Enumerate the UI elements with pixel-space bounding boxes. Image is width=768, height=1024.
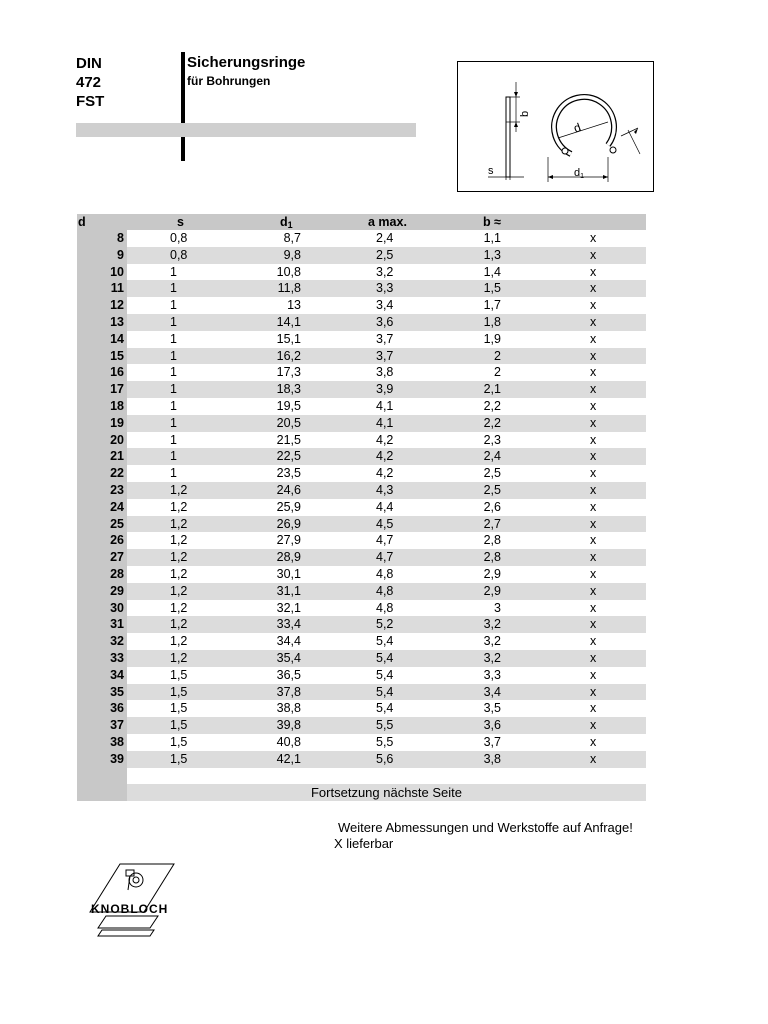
- cell-d1: 20,5: [276, 415, 301, 430]
- cell-availability: x: [590, 314, 597, 329]
- col-header-b: b ≈: [483, 215, 501, 229]
- cell-s: 1,2: [170, 583, 188, 598]
- cell-a-max: 2,4: [376, 231, 394, 245]
- cell-availability: x: [590, 550, 597, 565]
- cell-d1: 35,4: [276, 650, 301, 665]
- cell-s: 1: [170, 449, 177, 464]
- cell-s: 1,2: [170, 600, 188, 615]
- cell-availability: x: [590, 566, 597, 581]
- table-row: [77, 482, 646, 499]
- page-subtitle: für Bohrungen: [187, 74, 271, 88]
- cell-d: 9: [77, 247, 127, 264]
- cell-availability: x: [590, 634, 597, 649]
- col-header-a-max: a max.: [368, 215, 407, 229]
- retaining-ring-drawing: [458, 62, 653, 191]
- availability-note: Weitere Abmessungen und Werkstoffe auf Anfrage!: [338, 820, 633, 835]
- cell-b: 1,4: [483, 264, 501, 279]
- cell-d1: 18,3: [276, 382, 301, 397]
- cell-d: 30: [77, 600, 127, 617]
- cell-d1: 37,8: [276, 684, 301, 699]
- cell-s: 1,5: [170, 667, 188, 682]
- table-header-row: [77, 214, 646, 230]
- cell-a-max: 4,2: [376, 449, 394, 464]
- cell-d1: 32,1: [276, 600, 301, 615]
- cell-s: 1: [170, 365, 177, 380]
- cell-d: 29: [77, 583, 127, 600]
- logo-wordmark: KNOBLOCH: [91, 902, 169, 916]
- table-row: [77, 684, 646, 701]
- cell-d: 11: [77, 280, 127, 297]
- dimensions-table: [77, 214, 646, 768]
- cell-s: 1,5: [170, 718, 188, 733]
- label-d: d: [571, 120, 583, 136]
- table-side-column: [77, 768, 127, 801]
- table-row: [77, 566, 646, 583]
- cell-d1: 36,5: [276, 667, 301, 682]
- cell-a-max: 3,3: [376, 281, 394, 296]
- cell-s: 1: [170, 398, 177, 413]
- cell-availability: x: [590, 600, 597, 615]
- page-title: Sicherungsringe: [187, 54, 306, 71]
- table-row: [77, 549, 646, 566]
- cell-b: 3,6: [483, 718, 501, 733]
- table-row: [77, 381, 646, 398]
- table-row: [77, 516, 646, 533]
- cell-availability: x: [590, 432, 597, 447]
- cell-b: 2,5: [483, 466, 501, 481]
- cell-d: 35: [77, 684, 127, 701]
- cell-b: 3: [494, 600, 501, 615]
- cell-availability: x: [590, 466, 597, 481]
- cell-d1: 10,8: [276, 264, 301, 279]
- cell-a-max: 4,3: [376, 482, 394, 497]
- cell-availability: x: [590, 281, 597, 296]
- cell-d1: 28,9: [276, 550, 301, 565]
- cell-d: 32: [77, 633, 127, 650]
- cell-s: 1,2: [170, 499, 188, 514]
- cell-d: 24: [77, 499, 127, 516]
- cell-s: 1,2: [170, 634, 188, 649]
- cell-s: 1,2: [170, 516, 188, 531]
- cell-b: 1,5: [483, 281, 501, 296]
- cell-d: 20: [77, 432, 127, 449]
- table-row: [77, 264, 646, 281]
- cell-b: 1,7: [483, 298, 501, 313]
- cell-availability: x: [590, 701, 597, 716]
- cell-d1: 8,7: [283, 231, 301, 245]
- table-row: [77, 499, 646, 516]
- cell-a-max: 5,6: [376, 751, 394, 766]
- cell-b: 1,9: [483, 331, 501, 346]
- cell-a-max: 5,4: [376, 684, 394, 699]
- table-row: [77, 650, 646, 667]
- cell-availability: x: [590, 365, 597, 380]
- cell-a-max: 3,6: [376, 314, 394, 329]
- header-gray-bar: [76, 123, 416, 137]
- cell-d: 13: [77, 314, 127, 331]
- cell-d1: 16,2: [276, 348, 301, 363]
- cell-b: 1,1: [483, 231, 501, 245]
- cell-availability: x: [590, 382, 597, 397]
- cell-s: 0,8: [170, 247, 188, 262]
- cell-d: 36: [77, 700, 127, 717]
- cell-s: 1,2: [170, 550, 188, 565]
- cell-b: 2,2: [483, 398, 501, 413]
- cell-d1: 34,4: [276, 634, 301, 649]
- cell-a-max: 3,9: [376, 382, 394, 397]
- cell-a-max: 4,7: [376, 550, 394, 565]
- cell-availability: x: [590, 298, 597, 313]
- cell-d: 37: [77, 717, 127, 734]
- table-row: [77, 616, 646, 633]
- cell-b: 3,5: [483, 701, 501, 716]
- col-header-s: s: [177, 215, 184, 229]
- cell-b: 3,7: [483, 734, 501, 749]
- cell-a-max: 3,7: [376, 331, 394, 346]
- cell-availability: x: [590, 751, 597, 766]
- standard-number: [76, 54, 104, 111]
- cell-s: 1,5: [170, 734, 188, 749]
- cell-b: 2: [494, 365, 501, 380]
- cell-b: 2,5: [483, 482, 501, 497]
- cell-availability: x: [590, 482, 597, 497]
- cell-b: 2,3: [483, 432, 501, 447]
- cell-b: 3,4: [483, 684, 501, 699]
- table-row: [77, 415, 646, 432]
- table-row: [77, 700, 646, 717]
- table-row: [77, 448, 646, 465]
- cell-a-max: 5,2: [376, 617, 394, 632]
- cell-a-max: 3,4: [376, 298, 394, 313]
- cell-availability: x: [590, 331, 597, 346]
- cell-b: 2,7: [483, 516, 501, 531]
- cell-a-max: 4,2: [376, 432, 394, 447]
- cell-s: 1: [170, 382, 177, 397]
- cell-d: 31: [77, 616, 127, 633]
- table-row: [77, 583, 646, 600]
- cell-b: 2,4: [483, 449, 501, 464]
- cell-b: 2,9: [483, 566, 501, 581]
- cell-availability: x: [590, 650, 597, 665]
- cell-a-max: 3,8: [376, 365, 394, 380]
- standard-line-2: 472: [76, 74, 102, 91]
- cell-d1: 42,1: [276, 751, 301, 766]
- cell-s: 1: [170, 281, 177, 296]
- table-row: [77, 314, 646, 331]
- cell-availability: x: [590, 449, 597, 464]
- cell-s: 1: [170, 298, 177, 313]
- cell-d: 26: [77, 532, 127, 549]
- cell-s: 1: [170, 331, 177, 346]
- cell-d1: 27,9: [276, 533, 301, 548]
- cell-d: 27: [77, 549, 127, 566]
- cell-s: 1,2: [170, 617, 188, 632]
- table-spacer-row: [127, 768, 646, 784]
- cell-s: 1,2: [170, 650, 188, 665]
- cell-a-max: 4,4: [376, 499, 394, 514]
- cell-d1: 17,3: [276, 365, 301, 380]
- cell-d1: 14,1: [276, 314, 301, 329]
- cell-d: 34: [77, 667, 127, 684]
- knobloch-logo-icon: [88, 860, 178, 940]
- table-row: [77, 432, 646, 449]
- cell-d1: 30,1: [276, 566, 301, 581]
- cell-availability: x: [590, 398, 597, 413]
- cell-b: 3,2: [483, 617, 501, 632]
- cell-b: 2: [494, 348, 501, 363]
- cell-d: 28: [77, 566, 127, 583]
- cell-s: 1,2: [170, 533, 188, 548]
- table-row: [77, 667, 646, 684]
- table-row: [77, 717, 646, 734]
- cell-s: 1,5: [170, 684, 188, 699]
- table-row: [77, 633, 646, 650]
- cell-b: 1,3: [483, 247, 501, 262]
- cell-availability: x: [590, 533, 597, 548]
- standard-line-3: FST: [76, 93, 105, 110]
- cell-d: 17: [77, 381, 127, 398]
- cell-availability: x: [590, 583, 597, 598]
- cell-s: 1,5: [170, 701, 188, 716]
- cell-b: 3,2: [483, 650, 501, 665]
- legend-note: X lieferbar: [334, 836, 394, 851]
- cell-d1: 39,8: [276, 718, 301, 733]
- cell-a-max: 2,5: [376, 247, 394, 262]
- cell-s: 1: [170, 432, 177, 447]
- cell-d1: 38,8: [276, 701, 301, 716]
- cell-d: 15: [77, 348, 127, 365]
- cell-d1: 11,8: [277, 281, 301, 296]
- cell-availability: x: [590, 718, 597, 733]
- table-row: [77, 734, 646, 751]
- cell-d1: 25,9: [276, 499, 301, 514]
- cell-a-max: 4,2: [376, 466, 394, 481]
- cell-s: 1,2: [170, 566, 188, 581]
- cell-d1: 23,5: [276, 466, 301, 481]
- cell-b: 2,1: [483, 382, 501, 397]
- cell-b: 2,8: [483, 533, 501, 548]
- cell-b: 3,8: [483, 751, 501, 766]
- cell-a-max: 3,2: [376, 264, 394, 279]
- cell-availability: x: [590, 667, 597, 682]
- retaining-ring-diagram: [457, 61, 654, 192]
- cell-a-max: 4,5: [376, 516, 394, 531]
- table-row: [77, 247, 646, 264]
- table-row: [77, 600, 646, 617]
- cell-d: 25: [77, 516, 127, 533]
- cell-b: 3,3: [483, 667, 501, 682]
- cell-availability: x: [590, 247, 597, 262]
- cell-a-max: 4,8: [376, 600, 394, 615]
- cell-d: 38: [77, 734, 127, 751]
- table-row: [77, 280, 646, 297]
- cell-d: 33: [77, 650, 127, 667]
- cell-a-max: 5,4: [376, 650, 394, 665]
- cell-d1: 31,1: [276, 583, 301, 598]
- table-body: [77, 230, 646, 768]
- table-row: [77, 398, 646, 415]
- cell-d: 16: [77, 364, 127, 381]
- cell-d: 14: [77, 331, 127, 348]
- cell-d: 19: [77, 415, 127, 432]
- cell-a-max: 4,1: [376, 415, 394, 430]
- cell-s: 1: [170, 264, 177, 279]
- cell-availability: x: [590, 264, 597, 279]
- table-row: [77, 751, 646, 768]
- cell-a-max: 4,8: [376, 583, 394, 598]
- cell-d1: 21,5: [276, 432, 301, 447]
- cell-a-max: 5,4: [376, 667, 394, 682]
- cell-d1: 40,8: [276, 734, 301, 749]
- cell-d: 22: [77, 465, 127, 482]
- cell-d: 8: [77, 230, 127, 247]
- cell-availability: x: [590, 684, 597, 699]
- table-row: [77, 230, 646, 247]
- col-header-d: d: [77, 214, 127, 230]
- cell-d: 21: [77, 448, 127, 465]
- table-row: [77, 364, 646, 381]
- cell-b: 2,8: [483, 550, 501, 565]
- cell-availability: x: [590, 734, 597, 749]
- cell-b: 2,9: [483, 583, 501, 598]
- cell-d: 12: [77, 297, 127, 314]
- cell-b: 2,6: [483, 499, 501, 514]
- cell-availability: x: [590, 415, 597, 430]
- cell-a-max: 5,4: [376, 634, 394, 649]
- cell-s: 1,5: [170, 751, 188, 766]
- cell-b: 3,2: [483, 634, 501, 649]
- cell-d: 23: [77, 482, 127, 499]
- table-row: [77, 532, 646, 549]
- cell-a-max: 5,4: [376, 701, 394, 716]
- standard-line-1: DIN: [76, 55, 102, 72]
- header-vertical-divider: [181, 52, 185, 161]
- cell-availability: x: [590, 617, 597, 632]
- continuation-note: Fortsetzung nächste Seite: [127, 784, 646, 801]
- cell-d1: 22,5: [276, 449, 301, 464]
- label-s: s: [488, 165, 494, 177]
- cell-s: 1: [170, 415, 177, 430]
- table-row: [77, 331, 646, 348]
- cell-a-max: 4,7: [376, 533, 394, 548]
- cell-a-max: 5,5: [376, 734, 394, 749]
- label-b: b: [519, 110, 531, 117]
- table-row: [77, 348, 646, 365]
- cell-d1: 9,8: [283, 247, 301, 262]
- table-row: [77, 465, 646, 482]
- cell-a-max: 5,5: [376, 718, 394, 733]
- cell-availability: x: [590, 348, 597, 363]
- cell-availability: x: [590, 231, 597, 245]
- cell-d: 39: [77, 751, 127, 768]
- cell-s: 1,2: [170, 482, 188, 497]
- cell-d: 18: [77, 398, 127, 415]
- cell-b: 1,8: [483, 314, 501, 329]
- cell-d1: 15,1: [276, 331, 301, 346]
- cell-s: 0,8: [170, 231, 188, 245]
- cell-d: 10: [77, 264, 127, 281]
- cell-d1: 33,4: [276, 617, 301, 632]
- cell-a-max: 3,7: [376, 348, 394, 363]
- cell-s: 1: [170, 348, 177, 363]
- cell-a-max: 4,8: [376, 566, 394, 581]
- cell-d1: 26,9: [276, 516, 301, 531]
- cell-a-max: 4,1: [376, 398, 394, 413]
- table-row: [77, 297, 646, 314]
- cell-d1: 19,5: [276, 398, 301, 413]
- cell-availability: x: [590, 499, 597, 514]
- cell-availability: x: [590, 516, 597, 531]
- cell-s: 1: [170, 466, 177, 481]
- cell-d1: 13: [287, 298, 301, 313]
- col-header-d1: $d_1$: [280, 215, 293, 230]
- cell-s: 1: [170, 314, 177, 329]
- label-d1: d1: [574, 167, 585, 180]
- cell-d1: 24,6: [276, 482, 301, 497]
- cell-b: 2,2: [483, 415, 501, 430]
